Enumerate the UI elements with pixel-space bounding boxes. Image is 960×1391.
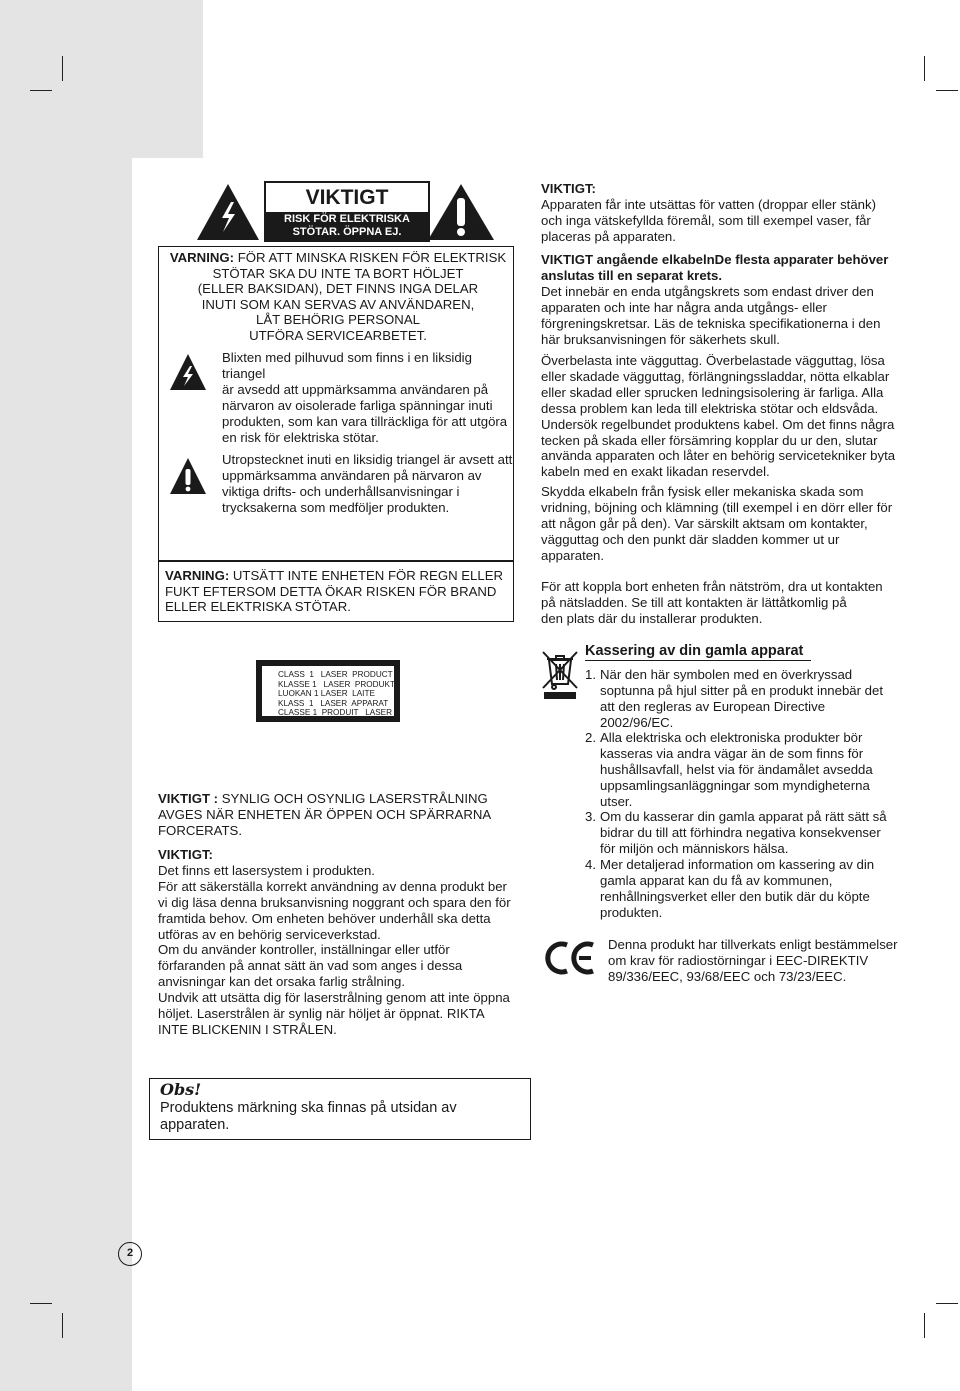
list-item: Om du kasserar din gamla apparat på rätt sätt så bidrar du till att förhindra negativa konsekvenser för miljön och människors hälsa. (600, 809, 887, 856)
list-number: 2. (585, 730, 596, 745)
viktigt-label-box (264, 181, 430, 242)
laser-label-line: CLASS 1 LASER PRODUCT (278, 670, 393, 679)
lightning-triangle-icon (195, 182, 261, 242)
warning-divider (158, 560, 514, 562)
exclamation-triangle-small-icon (168, 456, 208, 496)
page-number: 2 (118, 1242, 142, 1266)
crop-mark (62, 56, 63, 81)
obs-title: Obs! (160, 1080, 202, 1099)
crop-mark (924, 1313, 925, 1338)
lightning-note: Blixten med pilhuvud som finns i en liksidig triangel är avsedd att uppmärksamma användaren på närvaron av oisolerade farliga spänningar inuti produkten, som kan vara tillräckliga för att utgöra en risk för elektriska stötar. (222, 350, 508, 445)
laser-label-line: KLASSE 1 LASER PRODUKT (278, 679, 395, 689)
protect-cable-section: Skydda elkabeln från fysisk eller mekaniska skada som vridning, böjning och klämning (till exempel i en dörr eller för att någon går på den). Var särskilt aktsam om kontakter, vägguttag och den punkt där sladden kommer ut ur apparaten. (541, 484, 893, 563)
list-number: 1. (585, 667, 596, 682)
list-item: Mer detaljerad information om kassering av din gamla apparat kan du få av kommunen, renhållningsverket eller den butik där du köpte produkten. (600, 857, 875, 920)
list-number: 4. (585, 857, 596, 872)
ce-mark-icon (545, 940, 597, 976)
crop-mark (936, 1303, 958, 1304)
viktigt-subtitle: RISK FÖR ELEKTRISKA STÖTAR. ÖPPNA EJ. (266, 212, 428, 240)
laser-info: VIKTIGT: Det finns ett lasersystem i produkten. För att säkerställa korrekt användning av denna produkt ber vi dig läsa denna bruksanvisning noggrant och spara den för framtida behov. Om enheten behöver underhåll ska detta utföras av en behörig serviceverkstad. Om du använder kontroller, inställningar eller utför förfaranden på annat sätt än vad som anges i dessa anvisningar kan det orsaka farlig strålning. Undvik att utsätta dig för laserstrålning genom att inte öppna höljet. Laserstrålen är synlig när höljet är öppnat. RIKTA INTE BLICKENIN I STRÅLEN. (158, 847, 511, 1037)
lightning-triangle-small-icon (168, 352, 208, 392)
obs-text: Produktens märkning ska finnas på utsidan av apparaten. (160, 1100, 457, 1133)
laser-warning: VIKTIGT : SYNLIG OCH OSYNLIG LASERSTRÅLNING AVGES NÄR ENHETEN ÄR ÖPPEN OCH SPÄRRARNA FORCERATS. (158, 791, 492, 838)
crop-mark (924, 56, 925, 81)
exclamation-triangle-icon (426, 182, 496, 242)
exclamation-note: Utropstecknet inuti en liksidig triangel är avsett att uppmärksamma användaren på närvaron av viktiga drifts- och underhållsanvisningar i trycksakerna som medföljer produkten. (222, 452, 513, 515)
disposal-heading: Kassering av din gamla apparat (585, 643, 804, 659)
ce-statement: Denna produkt har tillverkats enligt bestämmelser om krav för radiostörningar i EEC-DIREKTIV 89/336/EEC, 93/68/EEC och 73/23/EEC. (608, 937, 898, 984)
laser-label-line: CLASSE 1 PRODUIT LASER (278, 708, 393, 717)
disconnect-section: För att koppla bort enheten från nätström, dra ut kontakten på nätsladden. Se till att kontakten är lättåtkomlig på den plats där du installerar produkten. (541, 579, 883, 626)
disposal-heading-underline (585, 660, 811, 661)
power-cable-section: VIKTIGT angående elkabelnDe flesta apparater behöver anslutas till en separat krets. Det innebär en enda utgångskrets som endast driver den apparaten och inte har några anda utgångs- eller förgreningskretsar. Läs de tekniska specifikationerna i den här bruksanvisningen för säkerhets skull. (541, 252, 889, 347)
list-number: 3. (585, 809, 596, 824)
warning-rain: VARNING: UTSÄTT INTE ENHETEN FÖR REGN ELLER FUKT EFTERSOM DETTA ÖKAR RISKEN FÖR BRAND ELLER ELEKTRISKA STÖTAR. (165, 568, 504, 615)
list-item: Alla elektriska och elektroniska produkter bör kasseras via andra vägar än de som finns för hushållsavfall, helst via för ändamålet avsedda uppsamlingsanläggningar som myndigheterna utser. (600, 730, 873, 809)
page-margin-band (0, 158, 132, 1391)
list-item: När den här symbolen med en överkryssad soptunna på hjul sitter på en produkt innebär det att den regleras av European Directive 2002/96/EC. (600, 667, 883, 730)
viktigt-title: VIKTIGT (305, 186, 389, 209)
warning-main: VARNING: FÖR ATT MINSKA RISKEN FÖR ELEKTRISK STÖTAR SKA DU INTE TA BORT HÖLJET (ELLER BAKSIDAN), DET FINNS INGA DELAR INUTI SOM KAN SERVAS AV ANVÄNDAREN, LÅT BEHÖRIG PERSONAL UTFÖRA SERVICEARBETET. (169, 250, 507, 343)
laser-label-line: KLASS 1 LASER APPARAT (278, 698, 389, 708)
crossed-bin-icon (538, 648, 582, 700)
laser-label-line: LUOKAN 1 LASER LAITE (278, 689, 375, 698)
crop-mark (62, 1313, 63, 1338)
crop-mark (30, 90, 52, 91)
water-warning: VIKTIGT: Apparaten får inte utsättas för vatten (droppar eller stänk) och inga vätskefyllda föremål, som till exempel vaser, får placeras på apparaten. (541, 181, 876, 244)
crop-mark (936, 90, 958, 91)
page-margin-band (0, 0, 203, 158)
crop-mark (30, 1303, 52, 1304)
overload-section: Överbelasta inte vägguttag. Överbelastade vägguttag, lösa eller skadade vägguttag, förlängningssladdar, nötta elkablar eller skadad eller sprucken ledningsisolering är farliga. Alla dessa problem kan leda till elektriska stötar och eldsvåda. Undersök regelbundet produktens kabel. Om det finns några tecken på skada eller försämring kopplar du ur den, slutar använda apparaten och låter en behörig servicetekniker byta kabeln med en exakt likadan reservdel. (541, 353, 896, 480)
